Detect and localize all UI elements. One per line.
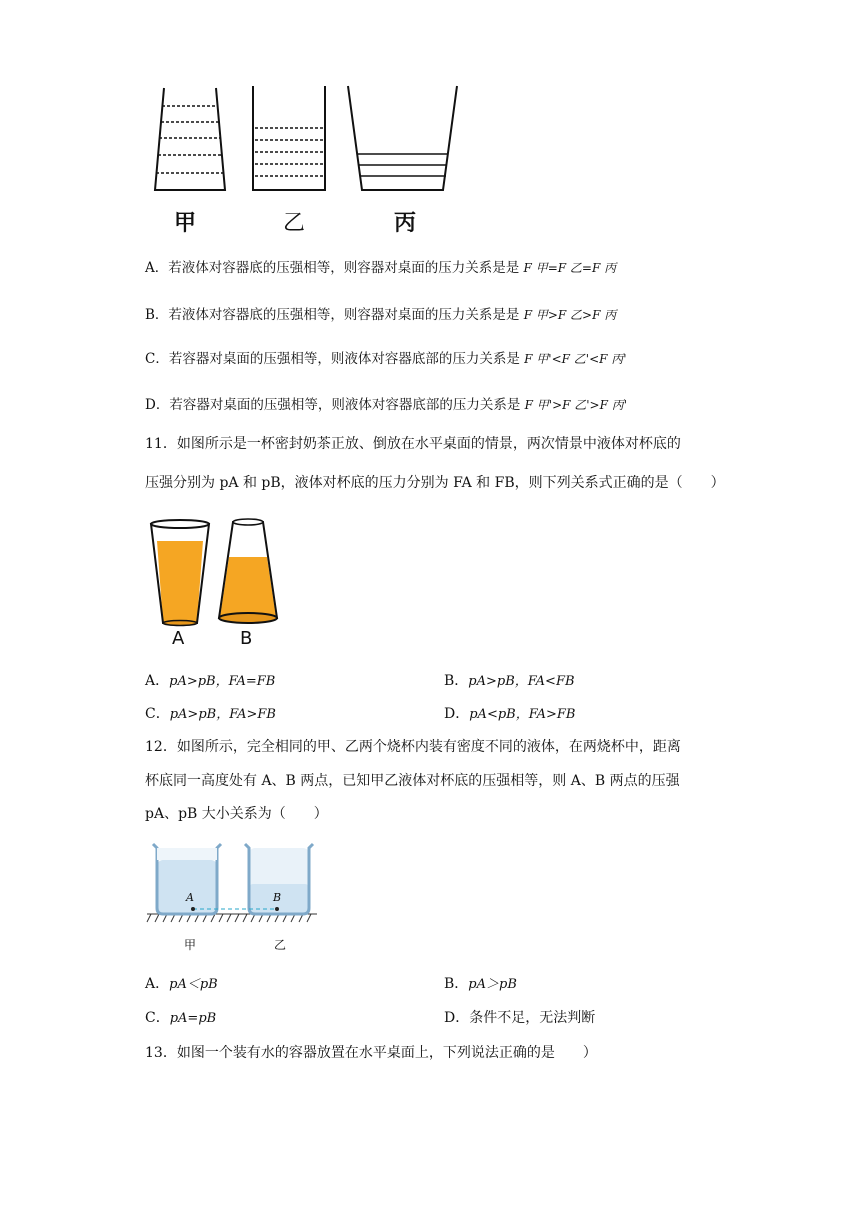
point-a bbox=[191, 907, 195, 911]
q10-option-a-relation: F 甲=F 乙=F 丙 bbox=[523, 261, 617, 275]
container-jia bbox=[155, 88, 225, 190]
q11-option-c[interactable]: C．pA>pB，FA>FB bbox=[145, 706, 276, 722]
q10-option-b-relation: F 甲>F 乙>F 丙 bbox=[523, 308, 617, 322]
cup-a-label: A bbox=[172, 628, 185, 649]
point-b-label: B bbox=[273, 891, 282, 904]
q12-option-c[interactable]: C．pA=pB bbox=[145, 1010, 217, 1026]
beaker-yi-label: 乙 bbox=[274, 938, 287, 952]
q10-option-b[interactable]: B．若液体对容器底的压强相等，则容器对桌面的压力关系是是 F 甲>F 乙>F 丙 bbox=[145, 307, 617, 323]
q11-stem-line2: 压强分别为 pA 和 pB，液体对杯底的压力分别为 FA 和 FB，则下列关系式正确的是（ ） bbox=[145, 475, 725, 491]
label-bing: 丙 bbox=[394, 211, 417, 236]
q11-stem-line1: 11．如图所示是一杯密封奶茶正放、倒放在水平桌面的情景，两次情景中液体对杯底的 bbox=[145, 436, 681, 452]
beakers-figure bbox=[145, 838, 320, 928]
beaker-jia-label: 甲 bbox=[184, 938, 197, 952]
q12-option-a[interactable]: A．pA＜pB bbox=[145, 976, 218, 992]
q12-option-d[interactable]: D．条件不足，无法判断 bbox=[444, 1010, 596, 1026]
cup-b bbox=[219, 519, 277, 623]
q11-option-d[interactable]: D．pA<pB，FA>FB bbox=[444, 706, 576, 722]
label-yi: 乙 bbox=[283, 211, 306, 236]
q10-option-a[interactable]: A．若液体对容器底的压强相等，则容器对桌面的压力关系是是 F 甲=F 乙=F 丙 bbox=[145, 260, 617, 276]
label-jia: 甲 bbox=[174, 211, 197, 236]
cup-a bbox=[151, 520, 209, 626]
q10-option-d-relation: F 甲'>F 乙'>F 丙' bbox=[524, 398, 628, 412]
q12-option-b[interactable]: B．pA＞pB bbox=[444, 976, 517, 992]
cup-b-label: B bbox=[240, 628, 253, 649]
q10-option-c-relation: F 甲'<F 乙'<F 丙' bbox=[524, 352, 627, 366]
q10-option-d[interactable]: D．若容器对桌面的压强相等，则液体对容器底部的压力关系是 F 甲'>F 乙'>F 丙' bbox=[145, 397, 628, 413]
container-bing bbox=[348, 86, 457, 190]
milk-tea-figure bbox=[145, 516, 285, 628]
q13-stem-line1: 13．如图一个装有水的容器放置在水平桌面上，下列说法正确的是 ） bbox=[145, 1045, 597, 1061]
point-b bbox=[275, 907, 279, 911]
q11-option-b[interactable]: B．pA>pB，FA<FB bbox=[444, 673, 575, 689]
q12-stem-line3: pA、pB 大小关系为（ ） bbox=[145, 806, 328, 822]
q12-stem-line1: 12．如图所示，完全相同的甲、乙两个烧杯内装有密度不同的液体，在两烧杯中，距离 bbox=[145, 739, 681, 755]
q12-stem-line2: 杯底同一高度处有 A、B 两点，已知甲乙液体对杯底的压强相等，则 A、B 两点的压强 bbox=[145, 773, 680, 789]
q11-option-a[interactable]: A．pA>pB，FA=FB bbox=[145, 673, 276, 689]
q10-option-c[interactable]: C．若容器对桌面的压强相等，则液体对容器底部的压力关系是 F 甲'<F 乙'<F 丙' bbox=[145, 351, 627, 367]
point-a-label: A bbox=[186, 891, 194, 904]
container-yi bbox=[253, 86, 325, 190]
